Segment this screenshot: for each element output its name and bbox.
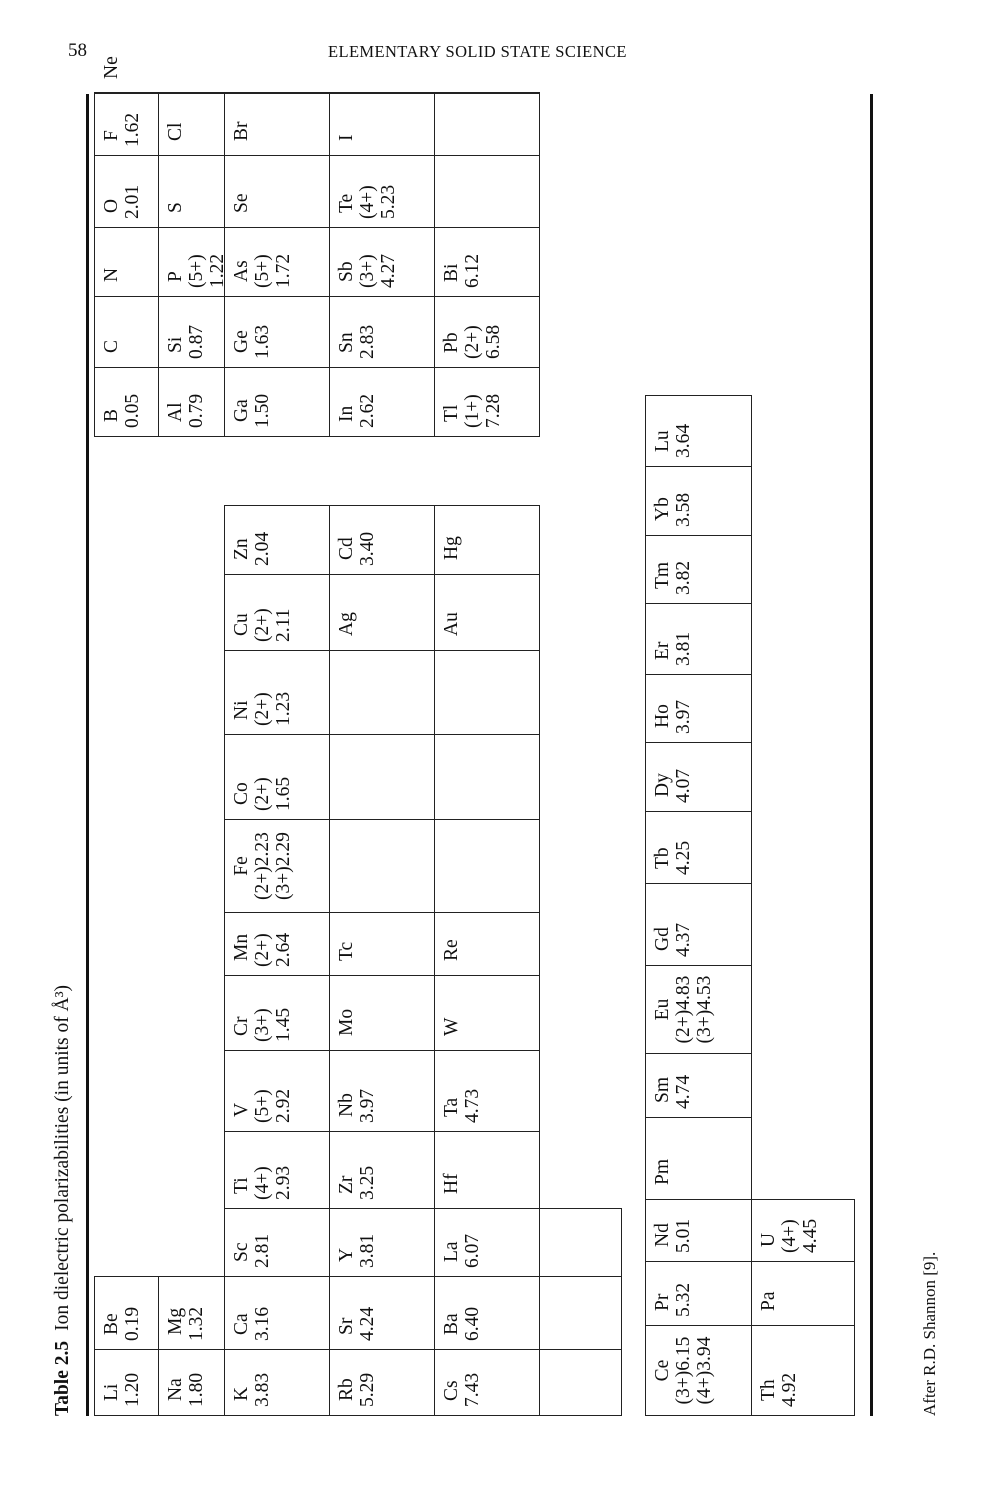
- element-cell: [434, 650, 540, 735]
- element-symbol: Pr: [652, 1293, 673, 1311]
- element-cell: [94, 93, 159, 156]
- element-symbol: Tc: [336, 941, 357, 961]
- element-symbol: Ta: [441, 1097, 462, 1117]
- polarizability-value: (3+)6.15: [673, 1336, 694, 1405]
- polarizability-value: (2+): [252, 608, 273, 642]
- element-cell: [434, 734, 540, 820]
- element-cell: [158, 367, 225, 437]
- element-cell: [434, 505, 540, 575]
- polarizability-value: (3+): [357, 254, 378, 288]
- element-cell: [434, 296, 540, 368]
- polarizability-value: 1.62: [122, 112, 143, 147]
- polarizability-value: 2.81: [252, 1233, 273, 1268]
- polarizability-value: (3+)4.53: [694, 975, 715, 1044]
- element-symbol: Se: [231, 193, 252, 213]
- element-symbol: I: [336, 134, 357, 141]
- element-symbol: Sb: [336, 261, 357, 282]
- element-symbol: Sc: [231, 1242, 252, 1262]
- element-symbol: Tl: [441, 404, 462, 422]
- polarizability-value: 4.37: [673, 922, 694, 957]
- element-cell: [434, 1131, 540, 1209]
- polarizability-value: (3+)2.29: [273, 832, 294, 900]
- table-label: Table 2.5: [52, 1340, 73, 1416]
- element-symbol: Re: [441, 939, 462, 961]
- element-cell: [645, 811, 752, 884]
- polarizability-value: 6.12: [462, 253, 483, 288]
- polarizability-value: 5.32: [673, 1282, 694, 1317]
- element-symbol: Tm: [652, 561, 673, 589]
- polarizability-value: 5.23: [378, 184, 399, 219]
- element-symbol: Be: [101, 1313, 122, 1335]
- element-cell: [94, 1276, 159, 1350]
- element-symbol: Li: [101, 1383, 122, 1401]
- element-symbol: Mo: [336, 1008, 357, 1036]
- element-cell: [94, 296, 159, 368]
- element-cell: [539, 1276, 622, 1350]
- polarizability-value: (2+)4.83: [673, 975, 694, 1044]
- element-symbol: Cl: [165, 122, 186, 141]
- element-cell: [158, 1349, 225, 1416]
- polarizability-value: (4+): [357, 185, 378, 219]
- element-symbol: Al: [165, 402, 186, 422]
- element-cell: [329, 227, 435, 297]
- page-number: 58: [68, 40, 87, 61]
- element-cell: [329, 912, 435, 976]
- element-symbol: Pa: [758, 1291, 779, 1311]
- element-cell: [645, 965, 752, 1054]
- polarizability-value: (2+)2.23: [252, 832, 273, 900]
- polarizability-value: 1.72: [273, 253, 294, 288]
- polarizability-value: 3.16: [252, 1306, 273, 1341]
- polarizability-value: (2+): [462, 325, 483, 359]
- polarizability-value: 6.58: [483, 324, 504, 359]
- element-cell: [329, 505, 435, 575]
- element-cell: [645, 535, 752, 604]
- element-cell: [645, 603, 752, 675]
- element-cell: [329, 1349, 435, 1416]
- table-bottom-rule: [870, 94, 873, 1416]
- element-cell: [158, 155, 225, 228]
- polarizability-value: 5.01: [673, 1218, 694, 1253]
- polarizability-value: 1.45: [273, 1007, 294, 1042]
- polarizability-value: 2.01: [122, 184, 143, 219]
- element-cell: [158, 93, 225, 156]
- element-symbol: As: [231, 260, 252, 282]
- element-cell: [94, 1349, 159, 1416]
- element-symbol: Sm: [652, 1076, 673, 1103]
- element-cell: [329, 1131, 435, 1209]
- polarizability-value: 3.97: [357, 1088, 378, 1123]
- element-cell: [224, 296, 330, 368]
- polarizability-value: 2.04: [252, 531, 273, 566]
- element-symbol: Ag: [336, 612, 357, 636]
- polarizability-value: 2.64: [273, 932, 294, 967]
- element-cell: [224, 975, 330, 1051]
- polarizability-value: 3.83: [252, 1372, 273, 1407]
- polarizability-value: 1.22: [207, 253, 228, 288]
- element-cell: [329, 574, 435, 651]
- element-cell: [645, 395, 752, 467]
- element-cell: [224, 1349, 330, 1416]
- polarizability-value: 1.32: [186, 1306, 207, 1341]
- element-cell: [94, 367, 159, 437]
- element-cell: [94, 155, 159, 228]
- element-symbol: Nb: [336, 1093, 357, 1117]
- element-cell: [434, 912, 540, 976]
- element-cell: [329, 975, 435, 1051]
- element-cell: [94, 56, 159, 94]
- element-symbol: Ga: [231, 399, 252, 422]
- element-symbol: Pm: [652, 1158, 673, 1185]
- element-symbol: Si: [165, 336, 186, 353]
- element-symbol: Ba: [441, 1313, 462, 1335]
- element-symbol: Br: [231, 121, 252, 141]
- element-symbol: Eu: [652, 998, 673, 1021]
- element-cell: [434, 93, 540, 156]
- polarizability-value: 0.79: [186, 393, 207, 428]
- polarizability-value: 4.45: [800, 1218, 821, 1253]
- element-symbol: Ce: [652, 1359, 673, 1382]
- element-symbol: Yb: [652, 497, 673, 521]
- table-caption: [52, 985, 74, 1416]
- element-symbol: La: [441, 1241, 462, 1262]
- element-symbol: Ho: [652, 704, 673, 728]
- polarizability-value: 4.07: [673, 768, 694, 803]
- element-symbol: Ca: [231, 1313, 252, 1335]
- element-cell: [224, 574, 330, 651]
- running-head: ELEMENTARY SOLID STATE SCIENCE: [328, 42, 627, 61]
- element-symbol: In: [336, 405, 357, 422]
- element-cell: [329, 155, 435, 228]
- element-symbol: C: [101, 339, 122, 353]
- polarizability-value: 2.11: [273, 608, 294, 642]
- element-cell: [434, 155, 540, 228]
- polarizability-value: 3.81: [357, 1233, 378, 1268]
- element-symbol: Er: [652, 641, 673, 660]
- element-symbol: B: [101, 408, 122, 422]
- element-cell: [434, 1276, 540, 1350]
- polarizability-value: 1.50: [252, 393, 273, 428]
- element-symbol: Na: [165, 1378, 186, 1401]
- polarizability-value: 1.63: [252, 324, 273, 359]
- polarizability-value: 3.82: [673, 560, 694, 595]
- polarizability-value: 2.93: [273, 1165, 294, 1200]
- polarizability-value: (5+): [252, 1089, 273, 1123]
- element-symbol: Mn: [231, 933, 252, 961]
- polarizability-value: 2.83: [357, 324, 378, 359]
- element-cell: [224, 227, 330, 297]
- table-title: Ion dielectric polarizabilities (in units of Å³): [52, 984, 73, 1331]
- polarizability-value: (5+): [186, 254, 207, 288]
- element-symbol: Zr: [336, 1175, 357, 1194]
- element-cell: [158, 296, 225, 368]
- polarizability-value: 7.28: [483, 393, 504, 428]
- polarizability-value: 0.87: [186, 324, 207, 359]
- element-cell: [329, 92, 435, 94]
- element-symbol: Sr: [336, 1317, 357, 1335]
- polarizability-value: 3.97: [673, 699, 694, 734]
- polarizability-value: (5+): [252, 254, 273, 288]
- polarizability-value: 3.81: [673, 631, 694, 666]
- element-cell: [434, 1050, 540, 1132]
- polarizability-value: (4+): [779, 1219, 800, 1253]
- table-container: [50, 56, 950, 1416]
- element-cell: [645, 674, 752, 743]
- element-cell: [158, 227, 228, 297]
- polarizability-value: 2.62: [357, 393, 378, 428]
- element-cell: [224, 1208, 330, 1277]
- element-cell: [434, 367, 540, 437]
- table-top-rule: [86, 94, 89, 1416]
- element-cell: [224, 155, 330, 228]
- element-symbol: Cr: [231, 1016, 252, 1036]
- element-cell: [329, 1050, 435, 1132]
- element-cell: [434, 1349, 540, 1416]
- element-symbol: Cd: [336, 537, 357, 560]
- element-cell: [645, 1053, 752, 1118]
- element-symbol: Hf: [441, 1173, 462, 1194]
- element-symbol: Ne: [101, 56, 122, 79]
- element-cell: [224, 912, 330, 976]
- element-cell: [224, 650, 330, 735]
- element-symbol: K: [231, 1386, 252, 1401]
- element-cell: [645, 466, 752, 536]
- element-cell: [434, 92, 540, 94]
- polarizability-value: 7.43: [462, 1372, 483, 1407]
- polarizability-value: 4.92: [779, 1372, 800, 1407]
- element-cell: [645, 1117, 752, 1200]
- element-cell: [645, 742, 752, 812]
- element-cell: [329, 650, 435, 735]
- element-cell: [751, 1261, 855, 1326]
- polarizability-value: 5.29: [357, 1372, 378, 1407]
- element-symbol: Hg: [441, 536, 462, 560]
- polarizability-value: 6.40: [462, 1306, 483, 1341]
- element-cell: [224, 1276, 330, 1350]
- element-cell: [158, 92, 225, 94]
- polarizability-value: 1.23: [273, 691, 294, 726]
- element-symbol: Mg: [165, 1307, 186, 1335]
- polarizability-value: (2+): [252, 933, 273, 967]
- polarizability-value: 4.73: [462, 1088, 483, 1123]
- polarizability-value: 4.24: [357, 1306, 378, 1341]
- element-cell: [539, 1349, 622, 1416]
- element-symbol: Cs: [441, 1380, 462, 1401]
- polarizability-value: 4.25: [673, 840, 694, 875]
- element-symbol: Tb: [652, 847, 673, 869]
- polarizability-value: 1.80: [186, 1372, 207, 1407]
- element-symbol: Te: [336, 193, 357, 213]
- element-cell: [434, 227, 540, 297]
- element-cell: [329, 1208, 435, 1277]
- element-symbol: Gd: [652, 927, 673, 951]
- element-cell: [329, 1276, 435, 1350]
- element-symbol: N: [101, 267, 122, 282]
- element-symbol: Th: [758, 1379, 779, 1401]
- element-cell: [434, 975, 540, 1051]
- element-symbol: Rb: [336, 1378, 357, 1401]
- element-cell: [645, 1261, 752, 1326]
- element-cell: [434, 574, 540, 651]
- polarizability-value: (4+): [252, 1166, 273, 1200]
- polarizability-value: 3.25: [357, 1165, 378, 1200]
- element-symbol: Sn: [336, 332, 357, 353]
- element-cell: [751, 1199, 855, 1262]
- element-cell: [224, 1131, 330, 1209]
- element-symbol: V: [231, 1102, 252, 1117]
- element-symbol: Cu: [231, 613, 252, 636]
- element-cell: [224, 367, 330, 437]
- element-symbol: Ge: [231, 330, 252, 353]
- polarizability-value: 2.92: [273, 1088, 294, 1123]
- polarizability-value: 0.05: [122, 393, 143, 428]
- element-symbol: Fe: [231, 856, 252, 876]
- element-symbol: Bi: [441, 263, 462, 282]
- element-cell: [645, 1325, 752, 1416]
- polarizability-value: 0.19: [122, 1306, 143, 1341]
- element-cell: [751, 1325, 855, 1416]
- element-cell: [224, 734, 330, 820]
- element-cell: [224, 819, 330, 913]
- element-symbol: Pb: [441, 332, 462, 353]
- element-symbol: U: [758, 1232, 779, 1247]
- element-cell: [645, 883, 752, 966]
- element-cell: [158, 1276, 225, 1350]
- element-symbol: Y: [336, 1247, 357, 1262]
- element-symbol: Nd: [652, 1223, 673, 1247]
- rotated-table-region: [50, 56, 950, 1416]
- element-symbol: Zn: [231, 538, 252, 560]
- element-cell: [329, 734, 435, 820]
- polarizability-value: 1.65: [273, 776, 294, 811]
- element-cell: [645, 1199, 752, 1262]
- element-symbol: Ti: [231, 1177, 252, 1194]
- element-cell: [329, 296, 435, 368]
- element-symbol: Dy: [652, 773, 673, 797]
- element-cell: [224, 92, 330, 94]
- element-cell: [329, 819, 435, 913]
- polarizability-value: 4.74: [673, 1074, 694, 1109]
- element-cell: [94, 227, 159, 297]
- footnote: After R.D. Shannon [9].: [920, 1251, 939, 1416]
- element-symbol: Au: [441, 612, 462, 636]
- element-symbol: W: [441, 1017, 462, 1036]
- polarizability-value: 3.40: [357, 531, 378, 566]
- element-symbol: O: [101, 198, 122, 213]
- element-symbol: S: [165, 202, 186, 213]
- element-cell: [434, 1208, 540, 1277]
- polarizability-value: 3.58: [673, 492, 694, 527]
- polarizability-value: (4+)3.94: [694, 1336, 715, 1405]
- polarizability-value: 3.64: [673, 423, 694, 458]
- element-symbol: Lu: [652, 430, 673, 452]
- polarizability-value: 4.27: [378, 253, 399, 288]
- element-symbol: F: [101, 130, 122, 141]
- polarizability-value: (3+): [252, 1008, 273, 1042]
- element-symbol: Co: [231, 782, 252, 805]
- polarizability-value: 1.20: [122, 1372, 143, 1407]
- element-cell: [224, 1050, 330, 1132]
- element-cell: [224, 505, 330, 575]
- polarizability-value: (2+): [252, 692, 273, 726]
- element-cell: [539, 1208, 622, 1277]
- polarizability-value: 6.07: [462, 1233, 483, 1268]
- element-cell: [434, 819, 540, 913]
- polarizability-value: (2+): [252, 777, 273, 811]
- element-cell: [329, 367, 435, 437]
- element-cell: [329, 93, 435, 156]
- element-symbol: P: [165, 271, 186, 282]
- element-symbol: Ni: [231, 700, 252, 720]
- element-cell: [224, 93, 330, 156]
- polarizability-value: (1+): [462, 394, 483, 428]
